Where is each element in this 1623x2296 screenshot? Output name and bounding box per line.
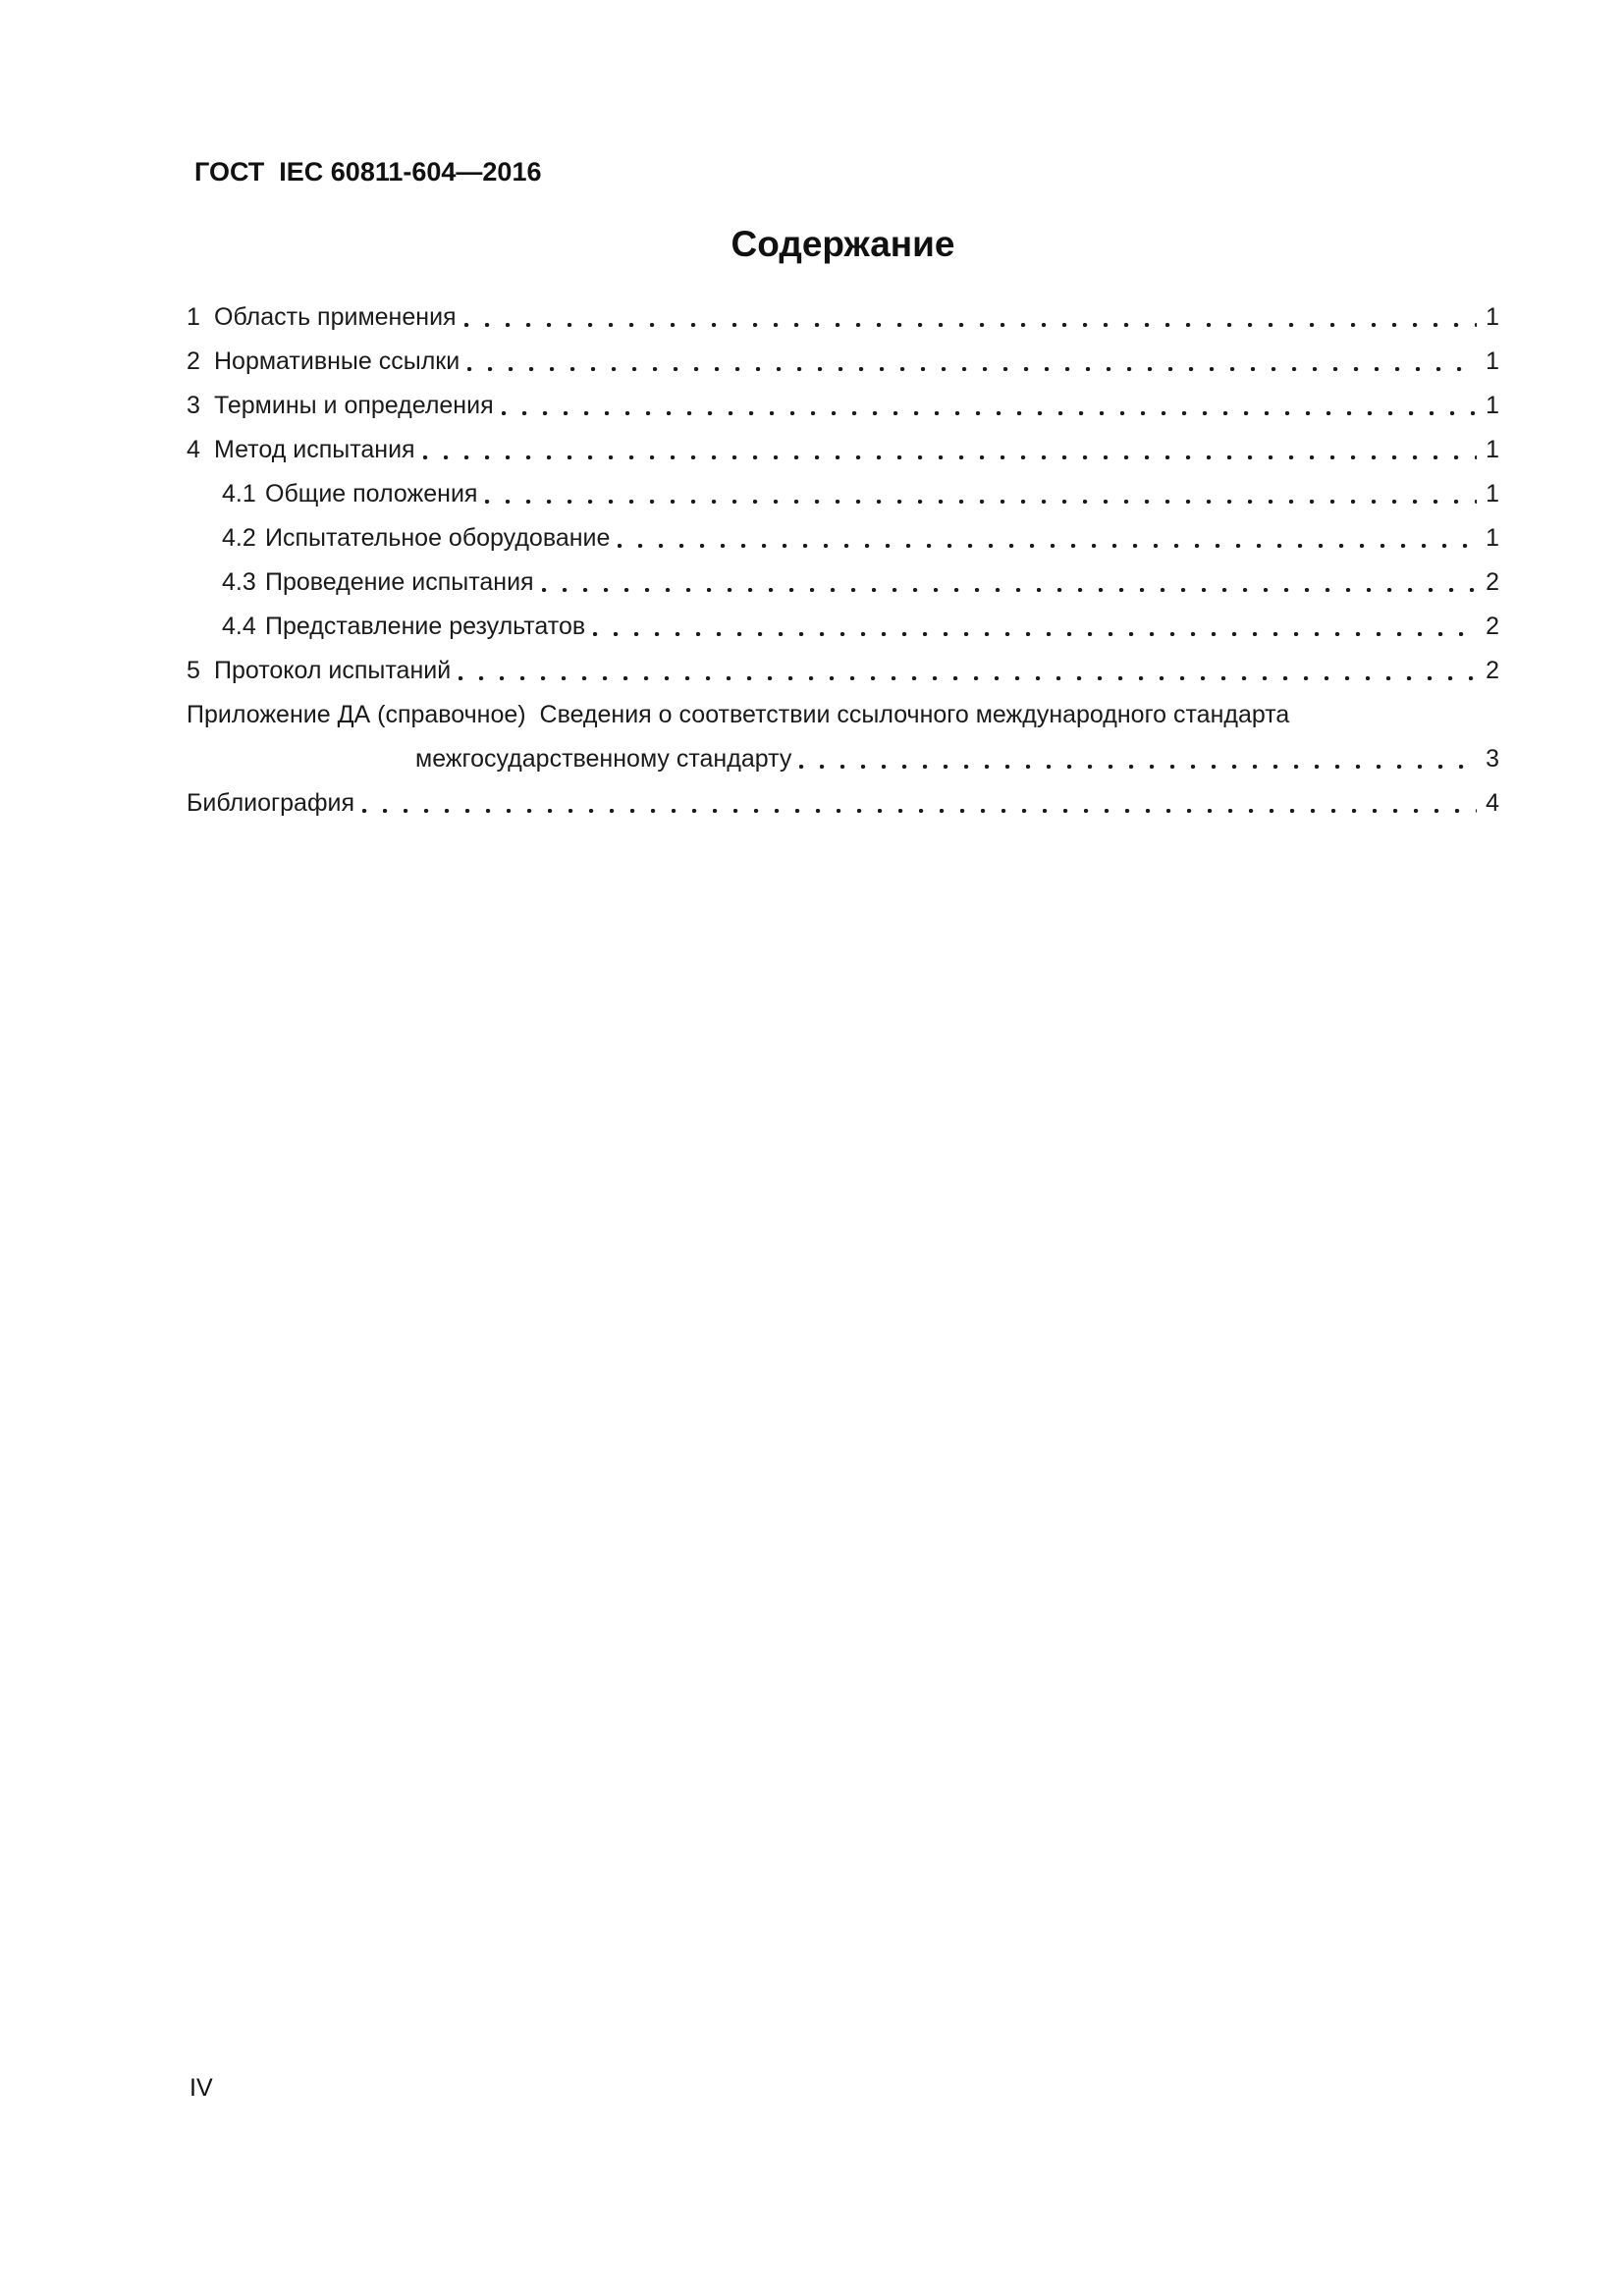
dot-leader [462,295,1477,340]
toc-entry-number: 2 [187,347,200,375]
dot-leader [483,472,1477,516]
toc-entry-number: 4.4 [222,613,256,640]
toc-entry-page: 3 [1486,745,1499,773]
toc-entry-number: 5 [187,657,200,684]
toc-entry [187,516,1499,561]
toc-entry-page: 2 [1486,657,1499,684]
toc-entry [187,561,1499,605]
toc-entry-page: 2 [1486,568,1499,596]
toc-entry-label: Нормативные ссылки [214,347,460,375]
toc-entry [187,472,1499,516]
toc-entry-label: Область применения [214,303,457,331]
toc-entry-label: Термины и определения [214,392,494,419]
dot-leader [616,516,1477,561]
toc-entry-label: межгосударственному стандарту [415,745,792,773]
toc-entry [187,781,1499,826]
toc-entry-label: Библиография [187,789,355,817]
dot-leader [797,737,1477,781]
toc-entry-page: 2 [1486,613,1499,640]
toc-entry [187,693,1499,737]
toc-entry-label: Представление результатов [265,613,586,640]
toc-entry-page: 4 [1486,789,1499,817]
toc-entry-number: 1 [187,303,200,331]
toc-list [187,295,1499,826]
toc-entry-page: 1 [1486,347,1499,375]
toc-entry-page: 1 [1486,524,1499,552]
dot-leader [457,649,1477,693]
toc-entry [187,340,1499,384]
dot-leader [421,428,1477,472]
toc-entry [187,295,1499,340]
toc-entry-number: 4.1 [222,480,256,507]
dot-leader [360,781,1477,826]
page-title: Содержание [730,224,955,264]
toc-entry-number: 4.3 [222,568,256,596]
toc-entry-number: 4 [187,436,200,463]
running-header: ГОСТ IEC 60811-604—2016 [194,157,542,187]
dot-leader [500,384,1477,428]
dot-leader [540,561,1477,605]
page-number: IV [189,2074,213,2102]
toc-entry [187,428,1499,472]
toc-entry-label: Протокол испытаний [214,657,452,684]
toc-entry-label: Проведение испытания [265,568,534,596]
toc-entry-label: Метод испытания [214,436,415,463]
toc-entry-page: 1 [1486,392,1499,419]
toc-entry [187,737,1499,781]
dot-leader [465,340,1477,384]
toc-entry-page: 1 [1486,303,1499,331]
toc-entry [187,384,1499,428]
toc-entry-page: 1 [1486,436,1499,463]
dot-leader [591,605,1477,649]
toc-entry-label: Приложение ДА (справочное) Сведения о соответствии ссылочного международного стандарта [187,701,1290,728]
toc-entry-page: 1 [1486,480,1499,507]
toc-entry-number: 4.2 [222,524,256,552]
toc-entry-label: Общие положения [265,480,478,507]
toc-entry [187,605,1499,649]
toc-entry [187,649,1499,693]
toc-entry-label: Испытательное оборудование [265,524,611,552]
toc-entry-number: 3 [187,392,200,419]
